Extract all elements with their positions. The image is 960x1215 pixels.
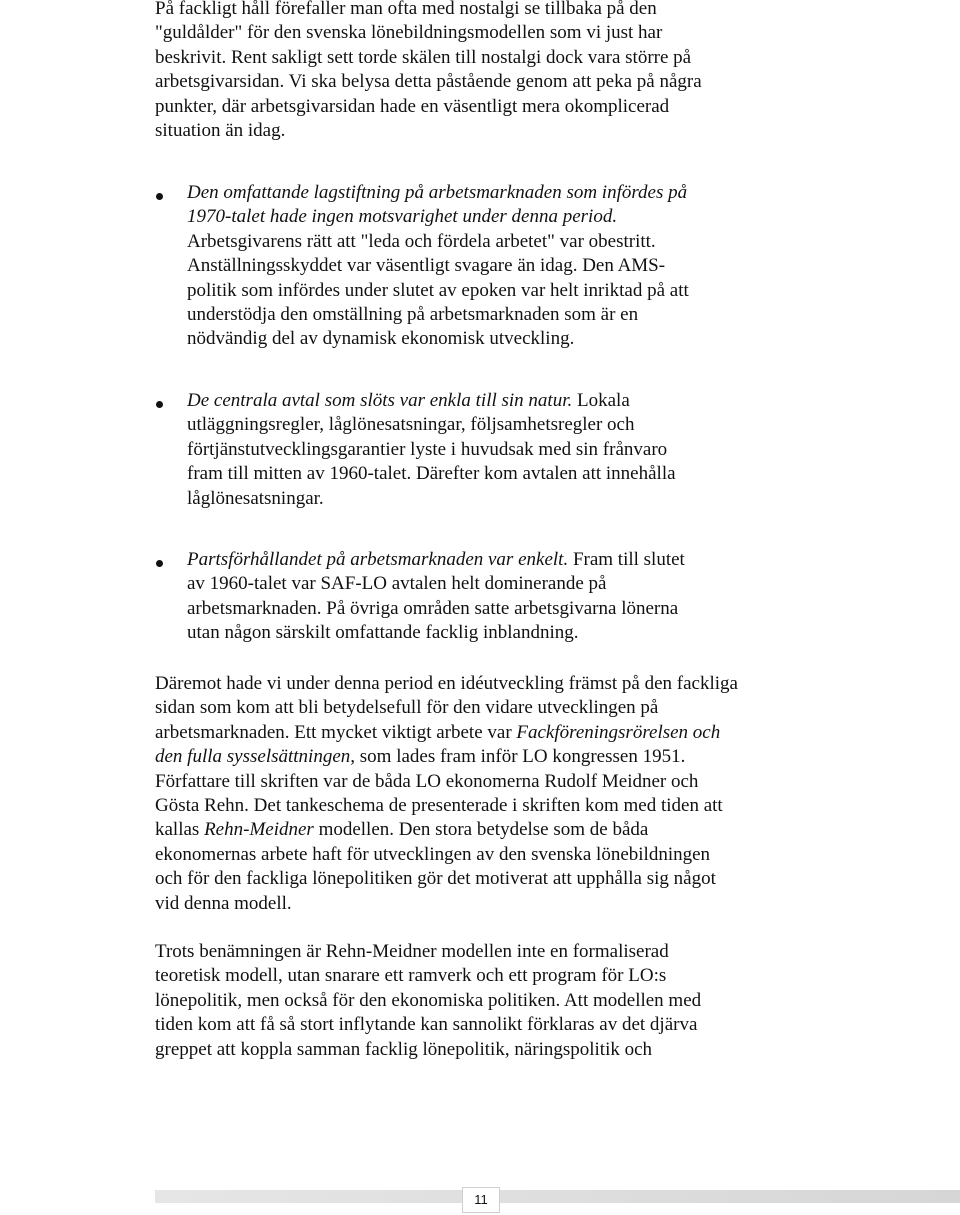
- text-line: nödvändig del av dynamisk ekonomisk utveckling.: [187, 328, 575, 350]
- text-line: teoretisk modell, utan snarare ett ramverk och ett program för LO:s: [155, 965, 667, 987]
- text-line: arbetsmarknaden. På övriga områden satte arbetsgivarna lönerna: [187, 597, 679, 619]
- bullet-dot: [156, 193, 163, 200]
- text-line: sidan som kom att bli betydelsefull för den vidare utvecklingen på: [155, 697, 659, 719]
- text-line: På fackligt håll förefaller man ofta med nostalgi se tillbaka på den: [155, 0, 657, 19]
- text-line: tiden kom att få så stort inflytande kan sannolikt förklaras av det djärva: [155, 1014, 698, 1036]
- text-line: situation än idag.: [155, 120, 286, 142]
- bullet-item-agreements: [187, 389, 787, 511]
- italic-title: Fackföreningsrörelsen och: [516, 721, 721, 743]
- bullet-dot: [156, 401, 163, 408]
- text-line: punkter, där arbetsgivarsidan hade en väsentligt mera okomplicerad: [155, 95, 670, 117]
- text-line: kallas Rehn-Meidner modellen. Den stora betydelse som de båda: [155, 819, 649, 841]
- text-line: understödja den omställning på arbetsmarknaden som är en: [187, 304, 639, 326]
- text-line: Gösta Rehn. Det tankeschema de presenterade i skriften kom med tiden att: [155, 795, 723, 817]
- text-line: politik som infördes under slutet av epoken var helt inriktad på att: [187, 279, 689, 301]
- text-line: "guldålder" för den svenska lönebildningsmodellen som vi just har: [155, 22, 663, 44]
- text-line: lönepolitik, men också för den ekonomiska politiken. Att modellen med: [155, 989, 702, 1011]
- text-line: och för den fackliga lönepolitiken gör det motiverat att upphålla sig något: [155, 868, 716, 890]
- paragraph-rehn-meidner-intro: [155, 672, 815, 916]
- text-line: fram till mitten av 1960-talet. Därefter kom avtalen att innehålla: [187, 463, 676, 485]
- text-line: låglönesatsningar.: [187, 487, 324, 509]
- paragraph-intro: [155, 0, 815, 143]
- text-line: Partsförhållandet på arbetsmarknaden var enkelt. Fram till slutet: [187, 549, 685, 570]
- text-line: den fulla sysselsättningen, som lades fram inför LO kongressen 1951.: [155, 746, 686, 768]
- italic-lead: 1970-talet hade ingen motsvarighet under denna period.: [187, 206, 618, 228]
- text-line: [187, 205, 787, 229]
- bullet-item-legislation: [187, 181, 787, 352]
- text-line: beskrivit. Rent sakligt sett torde skälen till nostalgi dock vara större på: [155, 46, 692, 68]
- text-line: greppet att koppla samman facklig lönepolitik, näringspolitik och: [155, 1038, 653, 1060]
- text-line: utan någon särskilt omfattande facklig inblandning.: [187, 622, 579, 644]
- italic-term: Rehn-Meidner: [204, 819, 314, 841]
- text-line: Författare till skriften var de båda LO ekonomerna Rudolf Meidner och: [155, 770, 699, 792]
- italic-title: den fulla sysselsättningen,: [155, 746, 356, 768]
- italic-lead: De centrala avtal som slöts var enkla till sin natur.: [187, 390, 573, 411]
- text-line: vid denna modell.: [155, 892, 292, 914]
- bullet-dot: [156, 560, 163, 567]
- text-line: Anställningsskyddet var väsentligt svagare än idag. Den AMS-: [187, 255, 666, 277]
- text-line: arbetsmarknaden. Ett mycket viktigt arbete var Fackföreningsrörelsen och: [155, 721, 721, 743]
- footer-rule: [155, 1190, 960, 1203]
- page-number: 11: [462, 1187, 500, 1213]
- text-line: utläggningsregler, låglönesatsningar, följsamhetsregler och: [187, 414, 635, 436]
- italic-lead: Den omfattande lagstiftning på arbetsmarknaden som infördes på: [187, 182, 688, 203]
- text-line: ekonomernas arbete haft för utvecklingen av den svenska lönebildningen: [155, 843, 711, 865]
- bullet-item-parties: [187, 548, 787, 646]
- paragraph-model-description: [155, 940, 815, 1062]
- text-line: av 1960-talet var SAF-LO avtalen helt dominerande på: [187, 573, 607, 595]
- text-line: [187, 181, 787, 205]
- text-line: Arbetsgivarens rätt att "leda och fördela arbetet" var obestritt.: [187, 230, 656, 252]
- text-line: Däremot hade vi under denna period en idéutveckling främst på den fackliga: [155, 673, 738, 694]
- text-line: De centrala avtal som slöts var enkla till sin natur. Lokala: [187, 390, 630, 411]
- text-line: arbetsgivarsidan. Vi ska belysa detta påstående genom att peka på några: [155, 71, 702, 93]
- italic-lead: Partsförhållandet på arbetsmarknaden var enkelt.: [187, 549, 569, 570]
- text-line: förtjänstutvecklingsgarantier lyste i huvudsak med sin frånvaro: [187, 438, 668, 460]
- text-line: Trots benämningen är Rehn-Meidner modellen inte en formaliserad: [155, 941, 669, 962]
